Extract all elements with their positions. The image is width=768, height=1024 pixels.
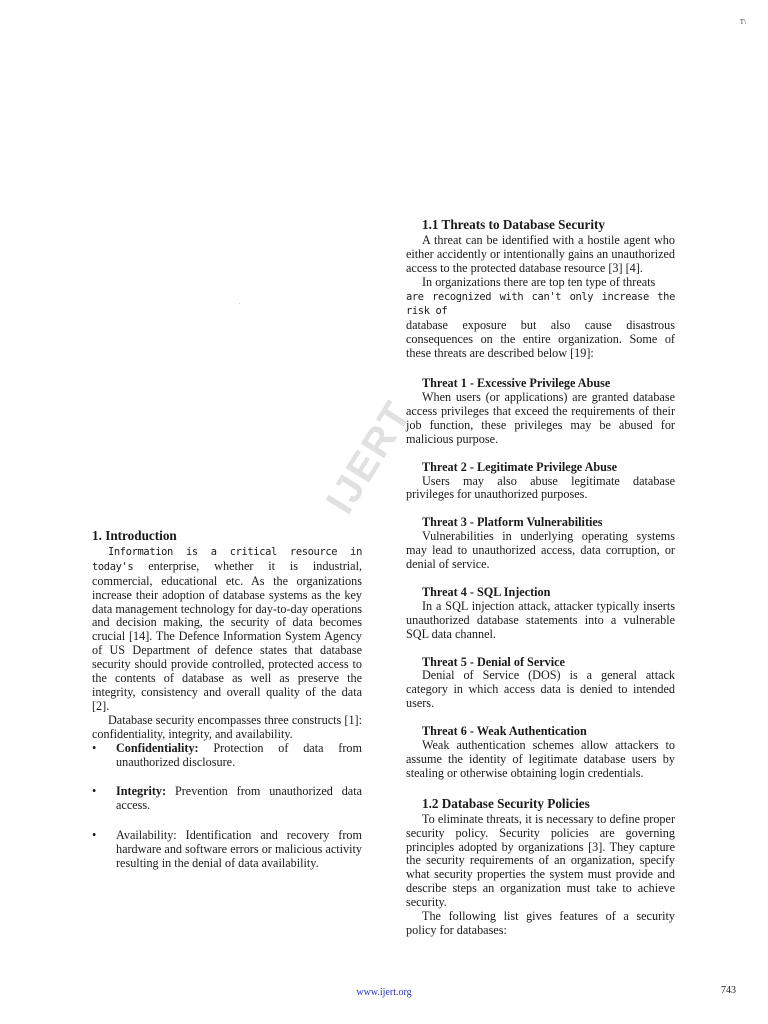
intro-paragraph-1-text: enterprise, whether it is industrial, commercial, educational etc. As the organizations increase their adoption of database systems as the key data management technology for day-to-day operations and decision making, the security of data becomes crucial [14]. The Defence Information System Agency of US Department of defence states that database security should provide controlled, protected access to the contents of database as well as preserve the integrity, consistency and overall quality of the data [2]. bbox=[92, 558, 363, 713]
list-item-availability bbox=[92, 829, 362, 871]
section-1-2-paragraph-2: The following list gives features of a security policy for databases: bbox=[406, 909, 675, 937]
intro-paragraph-2: Database security encompasses three constructs [1]: confidentiality, integrity, and availability. bbox=[92, 712, 362, 741]
threat-6-title: Threat 6 - Weak Authentication bbox=[422, 724, 587, 739]
list-item-text: Availability: Identification and recovery from hardware and software errors or malicious activity resulting in the denial of data availability. bbox=[116, 828, 362, 871]
watermark: IJERT bbox=[318, 393, 421, 522]
section-1-1-paragraph-2-line-2: are recognized with can't only increase the risk of bbox=[406, 290, 675, 318]
section-1-1-paragraph-2-text: database exposure but also cause disastrous consequences on the entire organization. Some of these threats are described below [19]: bbox=[406, 318, 675, 361]
threat-3-text: Vulnerabilities in underlying operating systems may lead to unauthorized access, data corruption, or denial of service. bbox=[406, 529, 675, 572]
list-item-confidentiality bbox=[92, 742, 362, 770]
threat-1-text: When users (or applications) are granted database access privileges that exceed the requirements of their job function, these privileges may be abused for malicious purpose. bbox=[406, 389, 675, 446]
small-mark: . bbox=[239, 300, 241, 306]
right-column bbox=[406, 218, 675, 938]
threat-4-text: In a SQL injection attack, attacker typically inserts unauthorized database statements into a vulnerable SQL data channel. bbox=[406, 598, 675, 641]
list-item-text: Prevention from unauthorized data access. bbox=[116, 784, 362, 813]
list-item-integrity bbox=[92, 785, 362, 813]
list-item-term: Integrity: bbox=[116, 784, 167, 799]
threat-5-text: Denial of Service (DOS) is a general attack category in which access data is denied to intended users. bbox=[406, 668, 675, 711]
section-1-2-paragraph-1: To eliminate threats, it is necessary to define proper security policy. Security policies are governing principles adopted by organizations [3]. They capture the security requirements of an organization, specify what security properties the system must provide and describe steps an organization must take to achieve security. bbox=[406, 811, 675, 910]
section-1-1-paragraph-2-line-1: In organizations there are top ten type of threats bbox=[422, 274, 656, 289]
threat-6-text: Weak authentication schemes allow attackers to assume the identity of legitimate database users by stealing or otherwise obtaining login credentials. bbox=[406, 738, 675, 780]
threat-1-title: Threat 1 - Excessive Privilege Abuse bbox=[422, 376, 611, 391]
list-item-text: Protection of data from unauthorized disclosure. bbox=[116, 740, 362, 769]
threat-3-title: Threat 3 - Platform Vulnerabilities bbox=[422, 515, 603, 530]
threat-5-title: Threat 5 - Denial of Service bbox=[422, 654, 565, 669]
bullet-icon: • bbox=[92, 740, 97, 755]
section-1-2-heading: 1.2 Database Security Policies bbox=[422, 795, 590, 811]
section-1-1-heading: 1.1 Threats to Database Security bbox=[422, 217, 606, 232]
bullet-icon: • bbox=[92, 784, 97, 799]
section-1-1-paragraph-1: A threat can be identified with a hostile agent who either accidently or intentionally gains an unauthorized access to the protected database resource [3] [4]. bbox=[406, 232, 675, 275]
bullet-icon: • bbox=[92, 828, 97, 843]
left-column bbox=[92, 529, 362, 887]
intro-first-line: Information is a critical resource in today's bbox=[92, 545, 362, 573]
page-number: 743 bbox=[721, 985, 736, 996]
security-constructs-list bbox=[92, 742, 362, 871]
intro-paragraph-1 bbox=[92, 545, 362, 714]
threat-4-title: Threat 4 - SQL Injection bbox=[422, 584, 551, 599]
threat-2-text: Users may also abuse legitimate database privileges for unauthorized purposes. bbox=[406, 473, 675, 502]
footer-url-link[interactable]: www.ijert.org bbox=[356, 987, 412, 998]
section-1-1-paragraph-2 bbox=[406, 276, 675, 361]
introduction-heading: 1. Introduction bbox=[92, 528, 177, 543]
list-item-term: Confidentiality: bbox=[116, 740, 199, 755]
threat-2-title: Threat 2 - Legitimate Privilege Abuse bbox=[422, 459, 618, 474]
corner-mark: T\ bbox=[739, 18, 746, 26]
